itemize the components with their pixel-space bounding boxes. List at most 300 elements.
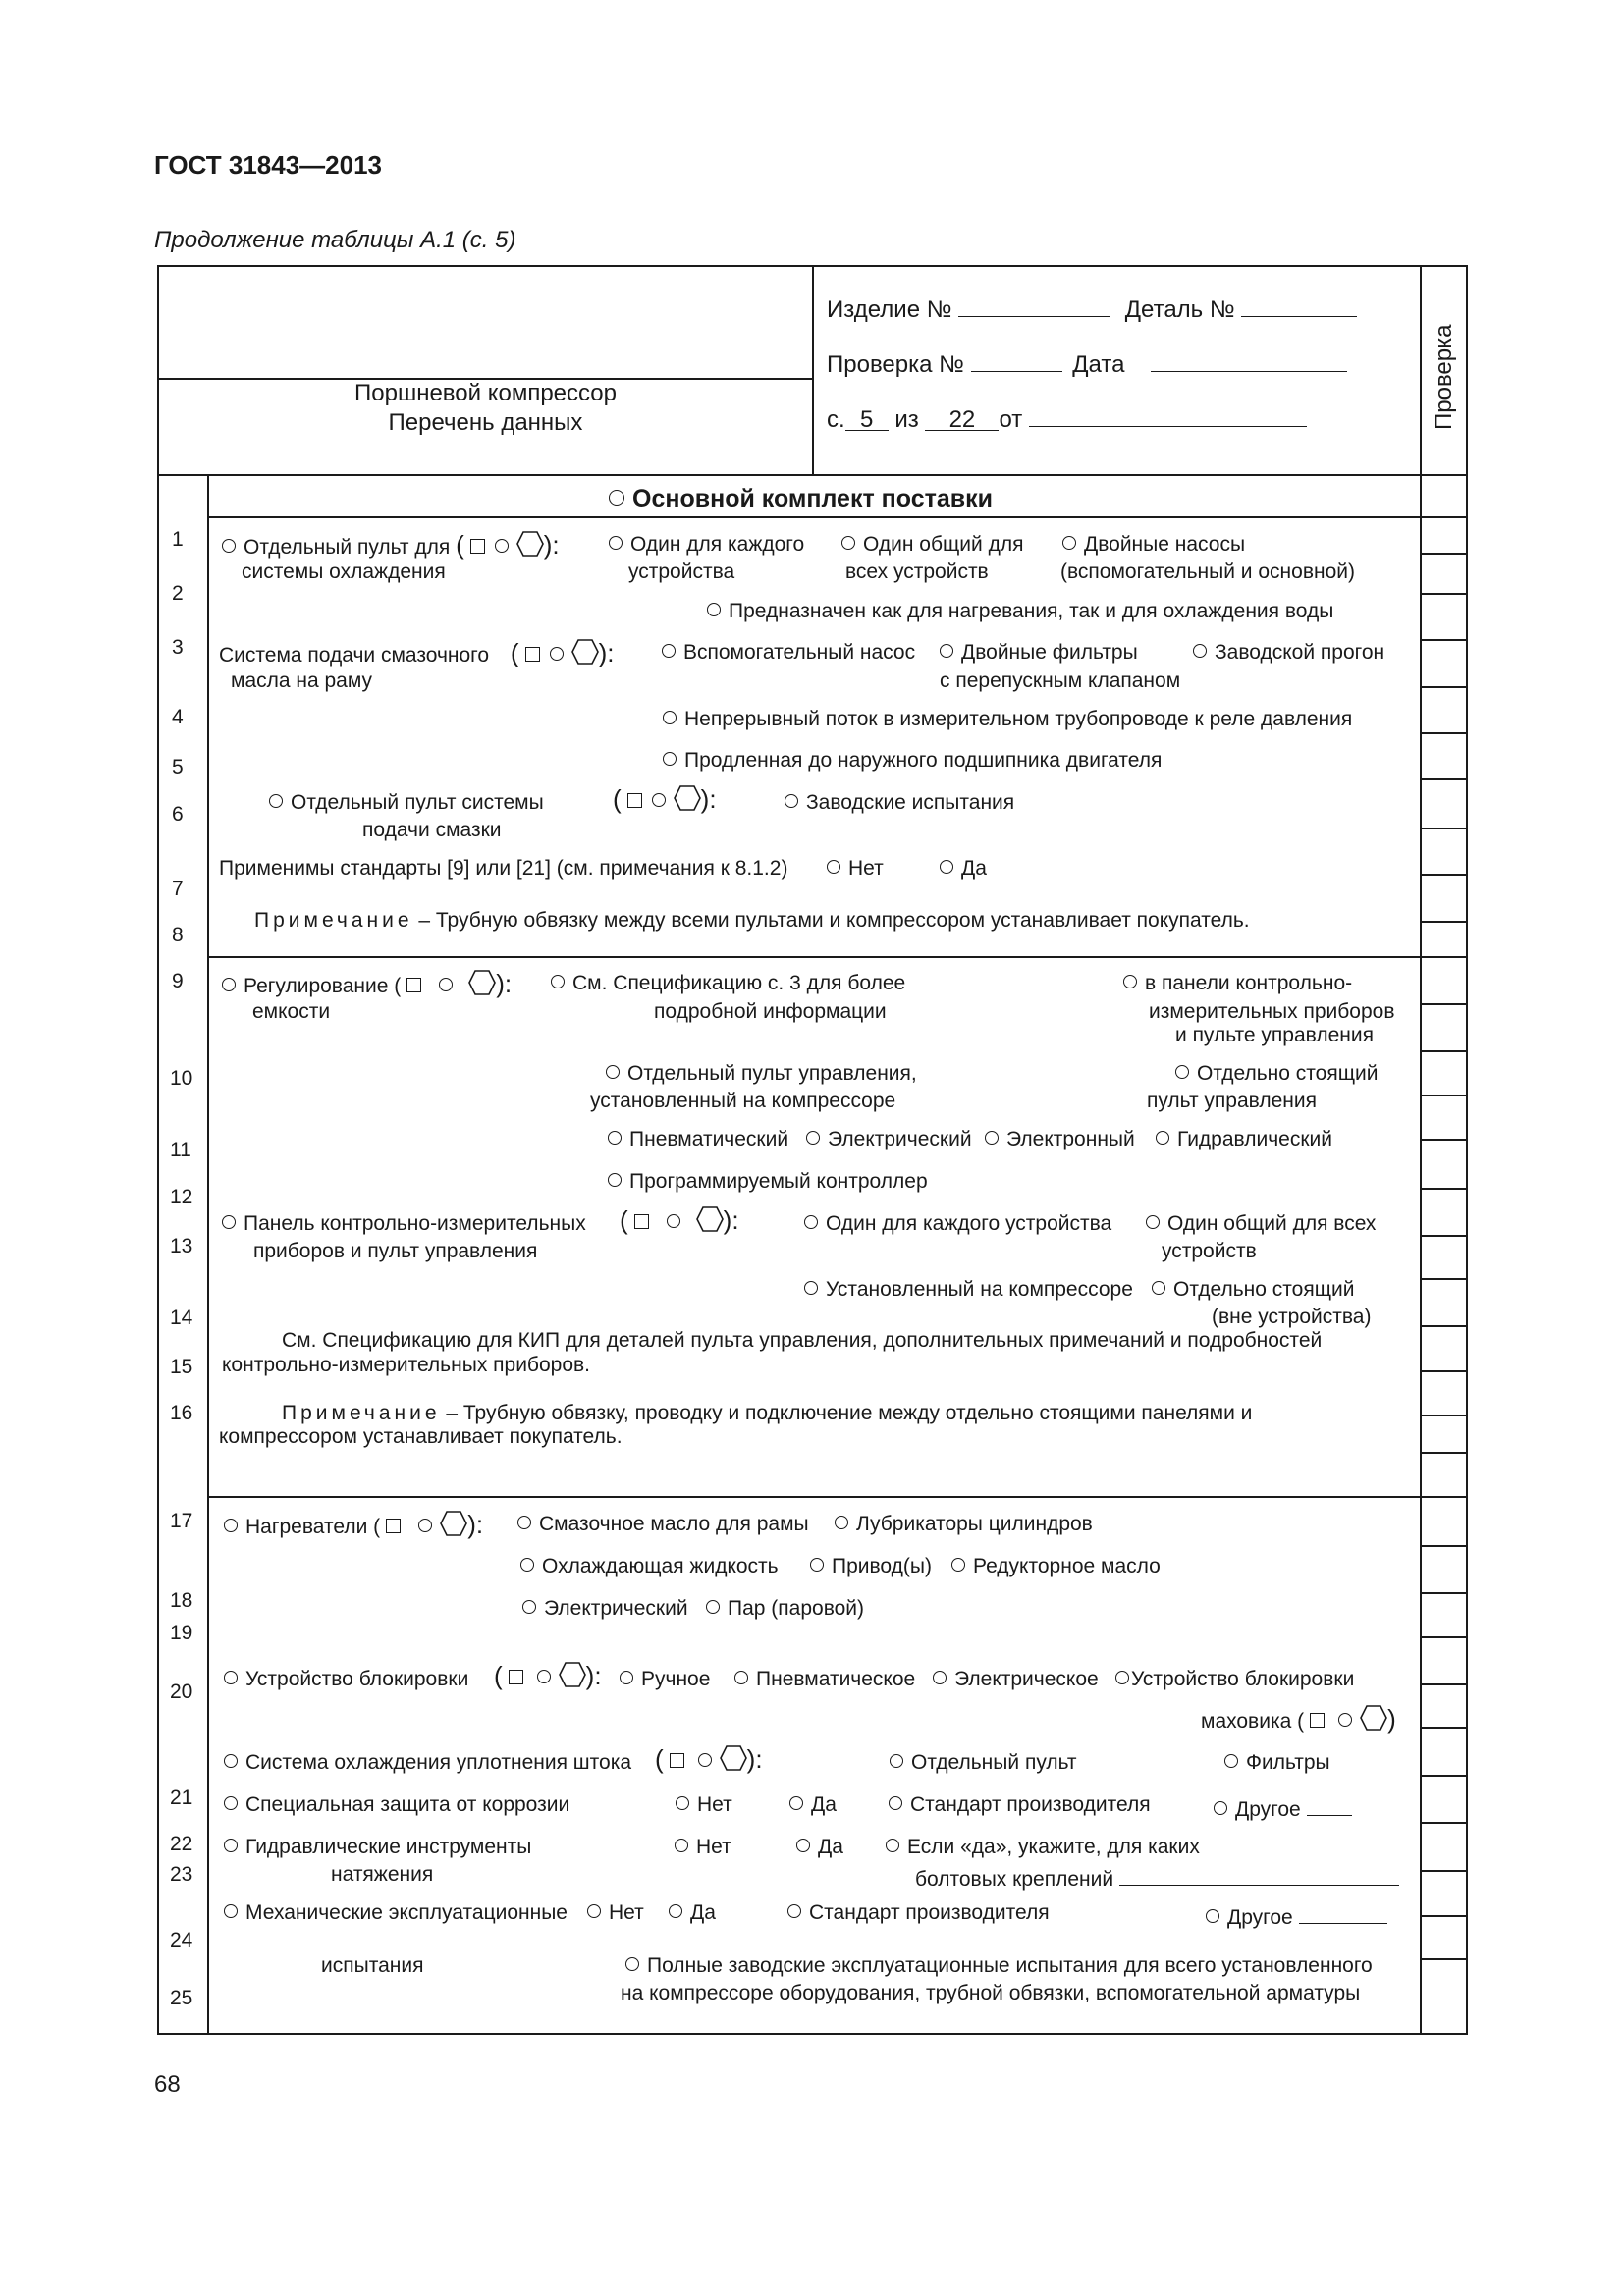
radio-option[interactable] [804,1215,818,1229]
option-label: Отдельный пульт системы [291,791,544,814]
hexagon-icon [516,531,544,557]
option-label: Отдельный пульт для [244,536,451,559]
radio-option[interactable] [520,1558,534,1572]
radio-option[interactable] [806,1131,820,1145]
option-label: Устройство блокировки [245,1668,469,1690]
other-field[interactable] [1299,1899,1387,1924]
item-number-field[interactable] [958,293,1110,317]
note-text: – Трубную обвязку между всеми пультами и компрессором устанавливает покупатель. [412,909,1250,932]
check-cell-line [1421,1822,1467,1824]
radio-option[interactable] [662,644,676,658]
square-symbol [509,1670,523,1684]
radio-option[interactable] [1123,975,1137,988]
document-code: ГОСТ 31843—2013 [154,150,382,180]
option-label: Заводской прогон [1215,641,1385,664]
freestanding-control-panel-line2: пульт управления [1147,1090,1317,1112]
detail-number-field[interactable] [1241,293,1357,317]
mechanical-run-test [224,1899,568,1927]
option-label: Пневматическое [756,1668,916,1690]
radio-option[interactable] [827,860,840,874]
row-number: 19 [170,1622,193,1644]
check-cell-line [1421,639,1467,641]
option-label: Система подачи смазочного [219,644,490,667]
radio-option[interactable] [933,1671,947,1684]
hexagon-icon [559,1662,586,1687]
pneumatic [608,1126,788,1153]
page-number-field[interactable]: 5 [845,406,889,431]
check-column-line [1420,265,1422,2035]
tests-label: испытания [321,1954,424,1977]
option-label: Редукторное масло [973,1555,1161,1577]
check-cell-line [1421,1915,1467,1917]
see-instrument-spec-line2: контрольно-измерительных приборов. [222,1354,590,1376]
separate-control-panel [606,1060,917,1088]
continuous-flow [663,706,1352,733]
standards-yes [940,855,987,882]
row-number: 18 [170,1589,193,1612]
circle-symbol [495,539,509,553]
note-text: – Трубную обвязку, проводку и подключение между отдельно стоящими панелями и [440,1402,1253,1424]
option-label: Один общий для [863,533,1024,556]
check-date-row [827,347,1347,379]
full-run-test [625,1952,1373,1980]
bolting-field-row [915,1861,1399,1894]
option-label: Отдельно стоящий [1197,1062,1379,1085]
frame-left-line [157,265,159,2035]
option-label: Охлаждающая жидкость [542,1555,779,1577]
one-per-unit [609,531,804,559]
option-label: Один для каждого [630,533,805,556]
row-number: 16 [170,1402,193,1424]
date-label: Дата [1072,351,1125,378]
run-test-yes [669,1899,716,1927]
separate-lube-panel-line2: подачи смазки [362,819,502,841]
radio-option[interactable] [675,1839,688,1852]
square-symbol [627,793,642,808]
option-label: Да [818,1836,843,1858]
option-label: Электрический [828,1128,972,1150]
page-number: 68 [154,2071,181,2098]
option-label: Гидравлические инструменты [245,1836,532,1858]
check-cell-line [1421,1003,1467,1005]
page-prefix: с. [827,406,845,433]
hydraulic [1156,1126,1332,1153]
locking-device-symbols: ( ): [494,1661,602,1690]
radio-option[interactable] [707,603,721,616]
square-symbol [634,1214,649,1229]
radio-option[interactable] [951,1558,965,1572]
capacity-control-line2: емкости [252,1000,331,1023]
option-label: Нет [609,1901,644,1924]
circle-symbol [418,1519,432,1532]
separate-cooling-panel: Отдельный пульт для ( ): [222,531,560,561]
corrosion-other [1214,1791,1352,1824]
lube-oil-system: Система подачи смазочного ( ): [219,638,615,667]
square-symbol [386,1519,401,1533]
radio-option[interactable] [810,1558,824,1572]
instrument-panel-line2: приборов и пульт управления [253,1240,538,1262]
option-label: Двойные фильтры [961,641,1138,664]
row-number: 15 [170,1356,193,1378]
radio-option[interactable] [606,1065,620,1079]
option-label: Да [811,1793,837,1816]
row-number: 2 [172,582,184,605]
item-detail-row [827,293,1357,324]
drives [810,1553,932,1580]
full-run-test-line2: на компрессоре оборудования, трубной обвязки, вспомогательной арматуры [621,1982,1361,2004]
row-number: 8 [172,924,184,946]
option-label: Лубрикаторы цилиндров [856,1513,1093,1535]
radio-option[interactable] [1062,536,1076,550]
dual-pumps [1062,531,1245,559]
check-cell-line [1421,686,1467,688]
option-label: Механические эксплуатационные [245,1901,568,1924]
title-line-1: Поршневой компрессор [354,380,617,406]
square-symbol [406,978,421,992]
radio-option[interactable] [587,1904,601,1918]
radio-option[interactable] [804,1281,818,1295]
radio-option[interactable] [796,1839,810,1852]
radio-option[interactable] [222,978,236,991]
in-instrument-panel [1123,970,1352,997]
check-number-label: Проверка № [827,351,964,378]
square-symbol [1310,1713,1325,1728]
radio-option[interactable] [1146,1215,1160,1229]
document-title [159,379,812,438]
circle-symbol [667,1214,680,1228]
corrosion-mfr-std [889,1791,1151,1819]
cylinder-lubricators [835,1511,1093,1538]
section-title-text: Основной комплект поставки [632,485,993,512]
option-label: Электрическое [954,1668,1099,1690]
detail-label: Деталь № [1124,296,1235,323]
rod-packing-cooling [224,1749,631,1777]
option-label: в панели контрольно- [1145,972,1353,994]
instrument-panel-symbols: ( ): [620,1205,739,1235]
note-word: Примечание [282,1402,441,1424]
manual-lock [620,1666,710,1693]
check-cell-line [1421,1325,1467,1327]
check-cell-line [1421,1958,1467,1960]
circle-symbol [652,793,666,807]
row-number: 1 [172,528,184,551]
hexagon-icon [468,970,496,995]
check-cell-line [1421,828,1467,829]
corrosion-yes [789,1791,837,1819]
one-per-unit-line2: устройства [628,561,735,583]
one-per-unit-panel [804,1210,1111,1238]
one-common-line2: всех устройств [845,561,989,583]
radio-option[interactable] [224,1839,238,1852]
square-symbol [525,647,540,662]
radio-option[interactable] [224,1904,238,1918]
option-label: Система охлаждения уплотнения штока [245,1751,632,1774]
hydraulic-tensioning [224,1834,531,1861]
circle-symbol [537,1670,551,1683]
option-label: болтовых креплений [915,1868,1114,1891]
applicable-standards: Применимы стандарты [9] или [21] (см. примечания к 8.1.2) [219,857,788,880]
header-divider-line [812,265,814,475]
note-2-line2: компрессором устанавливает покупатель. [219,1425,623,1448]
dual-filters-line2: с перепускным клапаном [940,669,1181,692]
check-cell-line [1421,1452,1467,1454]
option-label: Двойные насосы [1084,533,1246,556]
frame-lube-oil [517,1511,809,1538]
radio-option[interactable] [222,539,236,553]
radio-option[interactable] [785,794,798,808]
tensioning-yes [796,1834,843,1861]
check-cell-line [1421,778,1467,780]
check-cell-line [1421,1636,1467,1638]
radio-option[interactable] [269,794,283,808]
from-field[interactable] [1029,402,1307,427]
option-label: Другое [1227,1906,1293,1929]
radio-option[interactable] [224,1671,238,1684]
radio-option[interactable] [841,536,855,550]
section-divider-2 [207,1496,1468,1498]
row-number: 13 [170,1235,193,1257]
one-common-panel-line2: устройств [1162,1240,1257,1262]
corrosion-protection [224,1791,569,1819]
continuation-caption: Продолжение таблицы А.1 (с. 5) [154,227,516,253]
radio-option[interactable] [609,490,624,506]
dual-pumps-line2: (вспомогательный и основной) [1060,561,1355,583]
radio-option[interactable] [224,1519,238,1532]
dual-filters [940,639,1138,667]
option-label: Один для каждого устройства [826,1212,1112,1235]
radio-option[interactable] [789,1796,803,1810]
coolant [520,1553,779,1580]
title-line-2: Перечень данных [388,409,583,436]
check-cell-line [1421,921,1467,923]
heating-cooling-option [707,598,1333,625]
lube-oil-line2: масла на раму [231,669,373,692]
electric-heater [522,1595,688,1623]
run-test-mfr-std [787,1899,1050,1927]
section-title-line [207,516,1468,518]
see-spec-p3 [551,970,905,997]
hexagon-icon [1360,1705,1387,1731]
row-number: 21 [170,1787,193,1809]
freestanding-off-unit-line2: (вне устройства) [1212,1306,1372,1328]
gear-oil [951,1553,1161,1580]
radio-option[interactable] [835,1516,848,1529]
one-common-panel [1146,1210,1376,1238]
option-label: Отдельно стоящий [1173,1278,1355,1301]
option-label: Регулирование ( [244,975,402,997]
option-label: Да [961,857,987,880]
radio-option[interactable] [224,1796,238,1810]
radio-option[interactable] [1214,1801,1227,1815]
from-label: от [999,406,1023,433]
check-cell-line [1421,1370,1467,1372]
factory-tests [785,789,1014,817]
option-label: Электронный [1006,1128,1135,1150]
tensioning-which-bolts [886,1834,1200,1861]
check-cell-line [1421,1188,1467,1190]
electronic [985,1126,1135,1153]
hexagon-icon [674,785,701,811]
radio-option[interactable] [222,1215,236,1229]
aux-pump [662,639,915,667]
header-bottom-line [157,474,1468,476]
radio-option[interactable] [608,1173,622,1187]
radio-option[interactable] [669,1904,682,1918]
hexagon-icon [720,1745,747,1771]
total-pages-field[interactable]: 22 [925,406,999,431]
plc [608,1168,928,1196]
option-label: Стандарт производителя [809,1901,1050,1924]
radio-option[interactable] [608,1131,622,1145]
steam-heater [706,1595,864,1623]
row-number: 12 [170,1186,193,1208]
radio-option[interactable] [890,1754,903,1768]
extended-bearing [663,747,1162,774]
row-number: 23 [170,1863,193,1886]
pneumatic-lock [734,1666,915,1693]
rod-packing-symbols: ( ): [655,1744,763,1774]
radio-option[interactable] [940,644,953,658]
flywheel-lock-line2: маховика ( ) [1201,1704,1396,1734]
radio-option[interactable] [676,1796,689,1810]
locking-device [224,1666,468,1693]
radio-option[interactable] [224,1754,238,1768]
electric-lock [933,1666,1099,1693]
freestanding-control-panel [1175,1060,1378,1088]
row-number: 20 [170,1681,193,1703]
flywheel-lock [1115,1666,1354,1693]
row-number: 22 [170,1833,193,1855]
check-cell-line [1421,1235,1467,1237]
radio-option[interactable] [734,1671,748,1684]
option-label: Электрический [544,1597,688,1620]
radio-option[interactable] [1175,1065,1189,1079]
capacity-control: Регулирование ( ): [222,970,512,1000]
check-cell-line [1421,1683,1467,1685]
radio-option[interactable] [551,975,565,988]
radio-option[interactable] [706,1600,720,1614]
radio-option[interactable] [663,711,677,724]
check-cell-line [1421,1139,1467,1141]
row-number: 9 [172,970,184,992]
radio-option[interactable] [517,1516,531,1529]
option-label: Смазочное масло для рамы [539,1513,809,1535]
check-number-field[interactable] [971,347,1062,372]
radio-option[interactable] [1193,644,1207,658]
hydraulic-tensioning-line2: натяжения [331,1863,434,1886]
row-number: 3 [172,636,184,659]
section-title [609,485,993,513]
row-number: 5 [172,756,184,778]
bolting-field[interactable] [1119,1861,1399,1886]
check-cell-line [1421,1592,1467,1594]
option-label: Стандарт производителя [910,1793,1151,1816]
section-divider-1 [207,956,1468,958]
radio-option[interactable] [609,536,623,550]
radio-option[interactable] [1224,1754,1238,1768]
corrosion-no [676,1791,732,1819]
check-cell-line [1421,1415,1467,1416]
frame-right-line [1466,265,1468,2035]
option-label: Пар (паровой) [728,1597,865,1620]
option-label: Отдельный пульт [911,1751,1077,1774]
row-number: 11 [170,1139,191,1161]
of-label: из [894,406,919,433]
check-cell-line [1421,593,1467,595]
row-number-column-line [207,474,209,2035]
circle-symbol [1338,1713,1352,1727]
run-test-no [587,1899,644,1927]
item-label: Изделие № [827,296,952,323]
circle-symbol [550,647,564,661]
option-label: Установленный на компрессоре [826,1278,1133,1301]
standards-no [827,855,884,882]
date-field[interactable] [1151,347,1347,372]
square-symbol [470,539,485,554]
radio-option[interactable] [663,752,677,766]
option-label: Предназначен как для нагревания, так и для охлаждения воды [729,600,1334,622]
other-field[interactable] [1307,1791,1352,1816]
row-number: 4 [172,706,184,728]
factory-run [1193,639,1384,667]
circle-symbol [439,978,453,991]
radio-option[interactable] [1152,1281,1165,1295]
option-label: Продленная до наружного подшипника двигателя [684,749,1163,772]
option-label: Панель контрольно-измерительных [244,1212,586,1235]
in-instrument-panel-line3: и пульте управления [1175,1024,1374,1046]
radio-option[interactable] [522,1600,536,1614]
check-cell-line [1421,1278,1467,1280]
radio-option[interactable] [1156,1131,1169,1145]
note-1 [254,907,1250,934]
option-label: Привод(ы) [832,1555,932,1577]
in-instrument-panel-line2: измерительных приборов [1149,1000,1395,1023]
option-label: Программируемый контроллер [629,1170,928,1193]
row-number: 14 [170,1307,193,1329]
option-label: Другое [1235,1798,1301,1821]
option-label: Нет [696,1836,731,1858]
radio-option[interactable] [620,1671,633,1684]
one-common [841,531,1023,559]
separate-lube-panel [269,789,544,817]
row-number: 17 [170,1510,193,1532]
option-label: Отдельный пульт управления, [627,1062,917,1085]
row-number: 24 [170,1929,193,1951]
radio-option[interactable] [787,1904,801,1918]
radio-option[interactable] [1206,1909,1219,1923]
option-label: Один общий для всех [1167,1212,1377,1235]
radio-option[interactable] [1115,1671,1129,1684]
radio-option[interactable] [625,1957,639,1971]
option-label: Непрерывный поток в измерительном трубопроводе к реле давления [684,708,1353,730]
radio-option[interactable] [940,860,953,874]
radio-option[interactable] [886,1839,899,1852]
radio-option[interactable] [889,1796,902,1810]
option-label: Нет [848,857,884,880]
check-cell-line [1421,1095,1467,1096]
see-instrument-spec: См. Спецификацию для КИП для деталей пульта управления, дополнительных примечаний и подробностей [282,1329,1323,1352]
see-spec-p3-line2: подробной информации [654,1000,887,1023]
instrument-panel [222,1210,586,1238]
radio-option[interactable] [985,1131,999,1145]
option-label: Если «да», укажите, для каких [907,1836,1200,1858]
separate-control-panel-line2: установленный на компрессоре [590,1090,896,1112]
option-label: См. Спецификацию с. 3 для более [572,972,906,994]
option-label: Нагреватели ( [245,1516,381,1538]
filters [1224,1749,1330,1777]
note-word: Примечание [254,909,413,932]
option-label: Фильтры [1246,1751,1330,1774]
